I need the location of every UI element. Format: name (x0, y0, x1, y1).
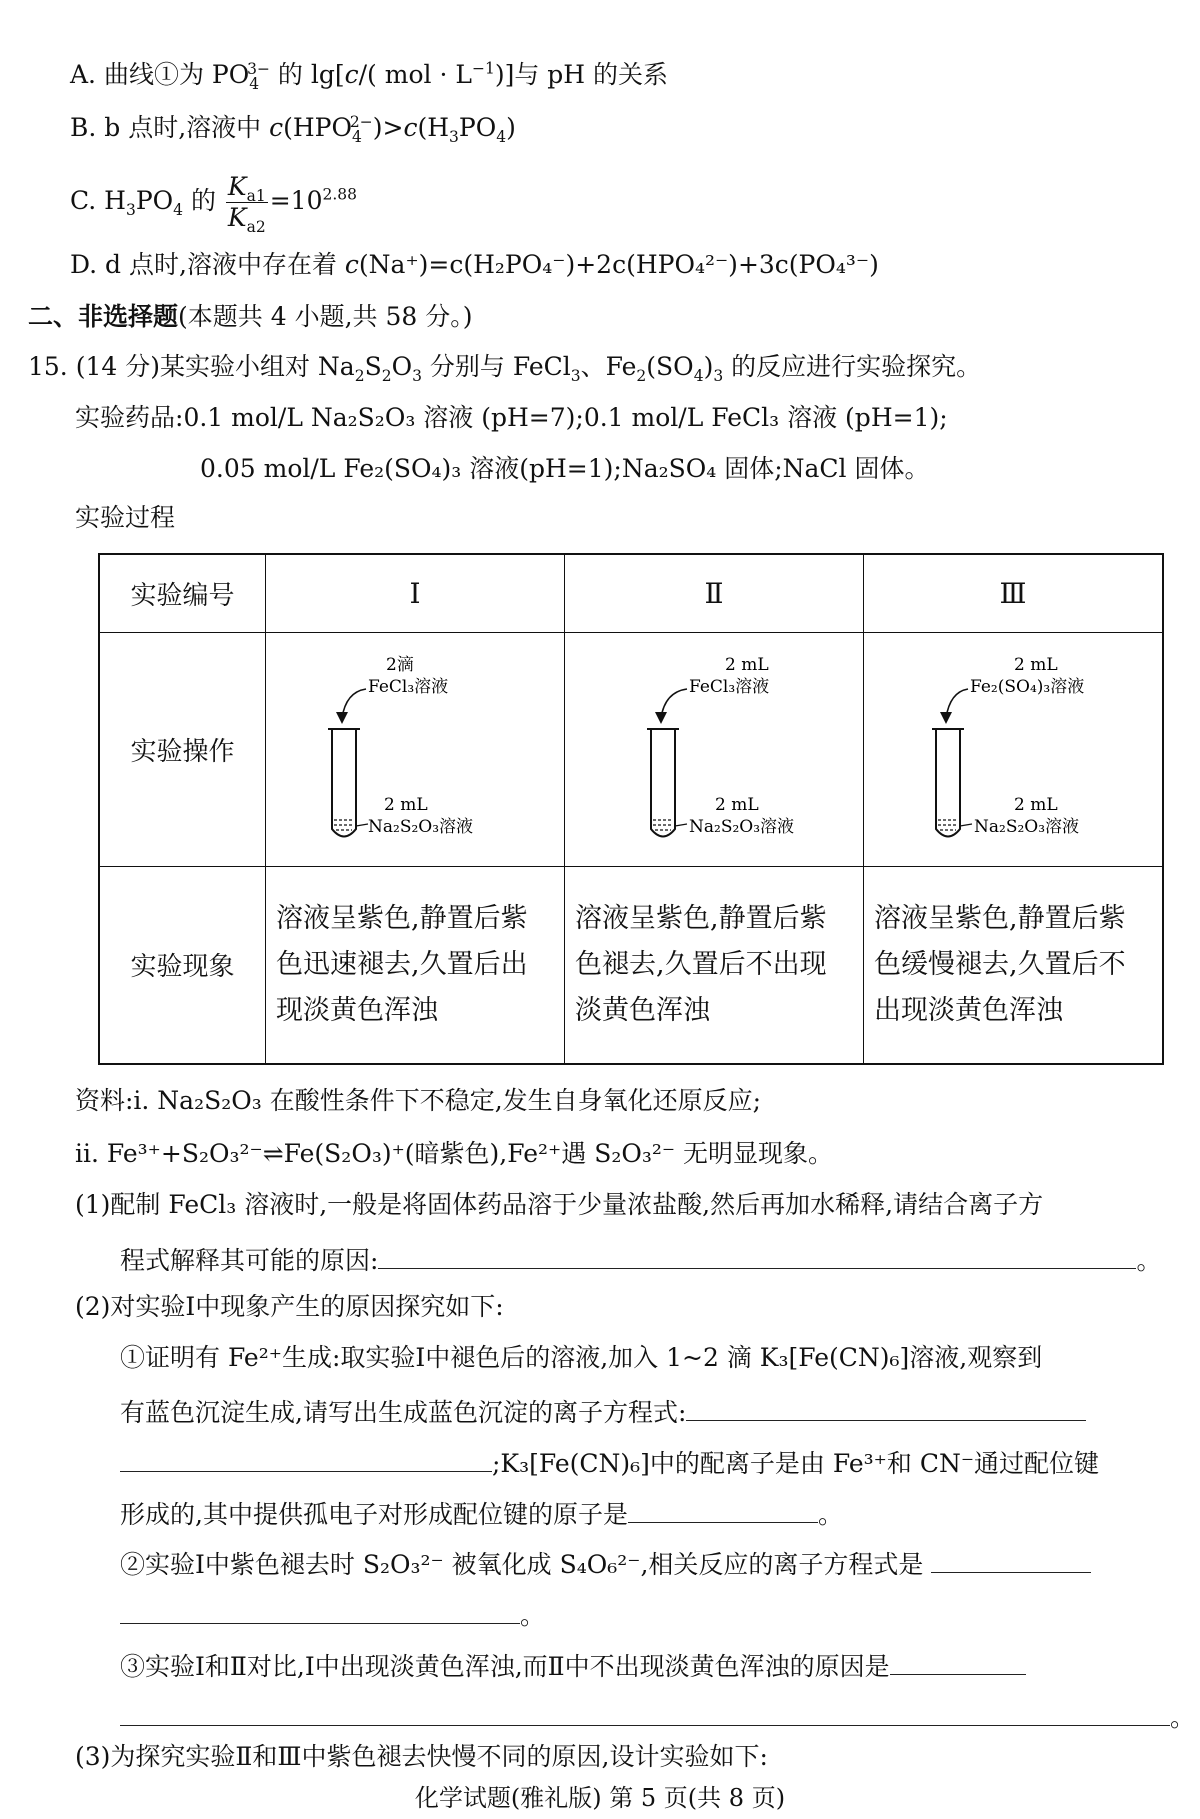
q1-line-2: 程式解释其可能的原因: 。 (120, 1242, 1161, 1276)
header-id: 实验编号 (99, 554, 266, 632)
svg-text:Fe₂(SO₄)₃溶液: Fe₂(SO₄)₃溶液 (970, 677, 1085, 697)
svg-text:2 mL: 2 mL (725, 655, 769, 675)
answer-blank[interactable] (628, 1496, 818, 1523)
svg-text:Na₂S₂O₃溶液: Na₂S₂O₃溶液 (689, 817, 795, 837)
test-tube-icon (266, 634, 564, 864)
option-a: A. 曲线①为 $PO_4^{3-}$ 的 lg[c/( mol · $L^{-1}$)]与 pH 的关系 (70, 59, 669, 93)
page-footer: 化学试题(雅礼版) 第 5 页(共 8 页) (414, 1784, 786, 1812)
test-tube-icon (565, 634, 863, 864)
option-c: C. $H_3PO_4$ 的 $\frac{K_{a1}}{K_{a2}}$ $=10^{2.88}$ (70, 172, 357, 236)
tube-diagram-2 (565, 632, 864, 866)
svg-text:2 mL: 2 mL (1014, 655, 1058, 675)
observation-2: 溶液呈紫色,静置后紫色褪去,久置后不出现淡黄色浑浊 (565, 866, 864, 1064)
reagents-line-1: 实验药品:0.1 mol/L Na₂S₂O₃ 溶液 (pH=7);0.1 mol/L FeCl₃ 溶液 (pH=1); (75, 403, 948, 432)
svg-text:Na₂S₂O₃溶液: Na₂S₂O₃溶液 (974, 817, 1080, 837)
q15-intro: 15. (14 分)某实验小组对 $Na_2S_2O_3$ 分别与 FeCl$_3$、$Fe_2(SO_4)_3$ 的反应进行实验探究。 (28, 352, 982, 385)
observation-1: 溶液呈紫色,静置后紫色迅速褪去,久置后出现淡黄色浑浊 (266, 866, 565, 1064)
answer-blank[interactable] (890, 1648, 1026, 1675)
tube-bottom-label-1: 2 mL (384, 795, 428, 815)
tube-top-label-2: FeCl₃溶液 (368, 677, 449, 697)
test-tube-icon (864, 634, 1162, 864)
q2-heading: (2)对实验Ⅰ中现象产生的原因探究如下: (75, 1292, 504, 1321)
q2-3-line-2: 。 (120, 1699, 1195, 1733)
q2-2-line-2: 。 (120, 1597, 545, 1631)
svg-text:2 mL: 2 mL (1014, 795, 1058, 815)
info-ii: ⅱ. Fe³⁺+S₂O₃²⁻⇌Fe(S₂O₃)⁺(暗紫色),Fe²⁺遇 S₂O₃²⁻ 无明显现象。 (75, 1139, 834, 1168)
q2-1-line-2: 有蓝色沉淀生成,请写出生成蓝色沉淀的离子方程式: (120, 1394, 1086, 1428)
header-obs: 实验现象 (99, 866, 266, 1064)
header-op: 实验操作 (99, 632, 266, 866)
info-i: 资料:ⅰ. Na₂S₂O₃ 在酸性条件下不稳定,发生自身氧化还原反应; (75, 1086, 762, 1115)
col-1: Ⅰ (266, 554, 565, 632)
q1-line-1: (1)配制 FeCl₃ 溶液时,一般是将固体药品溶于少量浓盐酸,然后再加水稀释,请结合离子方 (75, 1190, 1044, 1219)
answer-blank[interactable] (120, 1445, 492, 1472)
tube-top-label-1: 2滴 (386, 655, 414, 675)
answer-blank[interactable] (120, 1699, 1170, 1726)
table-row (99, 866, 1163, 1064)
table-row (99, 632, 1163, 866)
q2-1-line-3: ;K₃[Fe(CN)₆]中的配离子是由 Fe³⁺和 CN⁻通过配位键 (120, 1445, 1099, 1479)
answer-blank[interactable] (931, 1546, 1091, 1573)
answer-blank[interactable] (120, 1597, 520, 1624)
option-d: D. d 点时,溶液中存在着 c(Na⁺)=c(H₂PO₄⁻)+2c(HPO₄²⁻)+3c(PO₄³⁻) (70, 250, 879, 279)
q2-1-line-1: ①证明有 Fe²⁺生成:取实验Ⅰ中褪色后的溶液,加入 1~2 滴 K₃[Fe(CN)₆]溶液,观察到 (120, 1343, 1043, 1372)
table-row (99, 554, 1163, 632)
svg-text:FeCl₃溶液: FeCl₃溶液 (689, 677, 770, 697)
section-heading: 二、非选择题(本题共 4 小题,共 58 分。) (28, 302, 473, 331)
observation-3: 溶液呈紫色,静置后紫色缓慢褪去,久置后不出现淡黄色浑浊 (864, 866, 1164, 1064)
col-3: Ⅲ (864, 554, 1164, 632)
answer-blank[interactable] (378, 1242, 1136, 1269)
experiment-table (98, 553, 1164, 1065)
option-b: B. b 点时,溶液中 $c(HPO_4^{2-})>c(H_3PO_4)$ (70, 112, 516, 146)
tube-diagram-3 (864, 632, 1164, 866)
q2-1-line-4: 形成的,其中提供孤电子对形成配位键的原子是 。 (120, 1496, 843, 1530)
answer-blank[interactable] (686, 1394, 1086, 1421)
q2-3-line-1: ③实验Ⅰ和Ⅱ对比,Ⅰ中出现淡黄色浑浊,而Ⅱ中不出现淡黄色浑浊的原因是 (120, 1648, 1026, 1682)
process-label: 实验过程 (75, 503, 176, 532)
q3-line: (3)为探究实验Ⅱ和Ⅲ中紫色褪去快慢不同的原因,设计实验如下: (75, 1742, 768, 1771)
col-2: Ⅱ (565, 554, 864, 632)
tube-diagram-1 (266, 632, 565, 866)
ka-fraction: $\frac{K_{a1}}{K_{a2}}$ (227, 172, 266, 236)
q2-2-line-1: ②实验Ⅰ中紫色褪去时 S₂O₃²⁻ 被氧化成 S₄O₆²⁻,相关反应的离子方程式是 (120, 1546, 1091, 1580)
tube-bottom-label-2: Na₂S₂O₃溶液 (368, 817, 474, 837)
reagents-line-2: 0.05 mol/L Fe₂(SO₄)₃ 溶液(pH=1);Na₂SO₄ 固体;NaCl 固体。 (200, 454, 930, 483)
svg-text:2 mL: 2 mL (715, 795, 759, 815)
